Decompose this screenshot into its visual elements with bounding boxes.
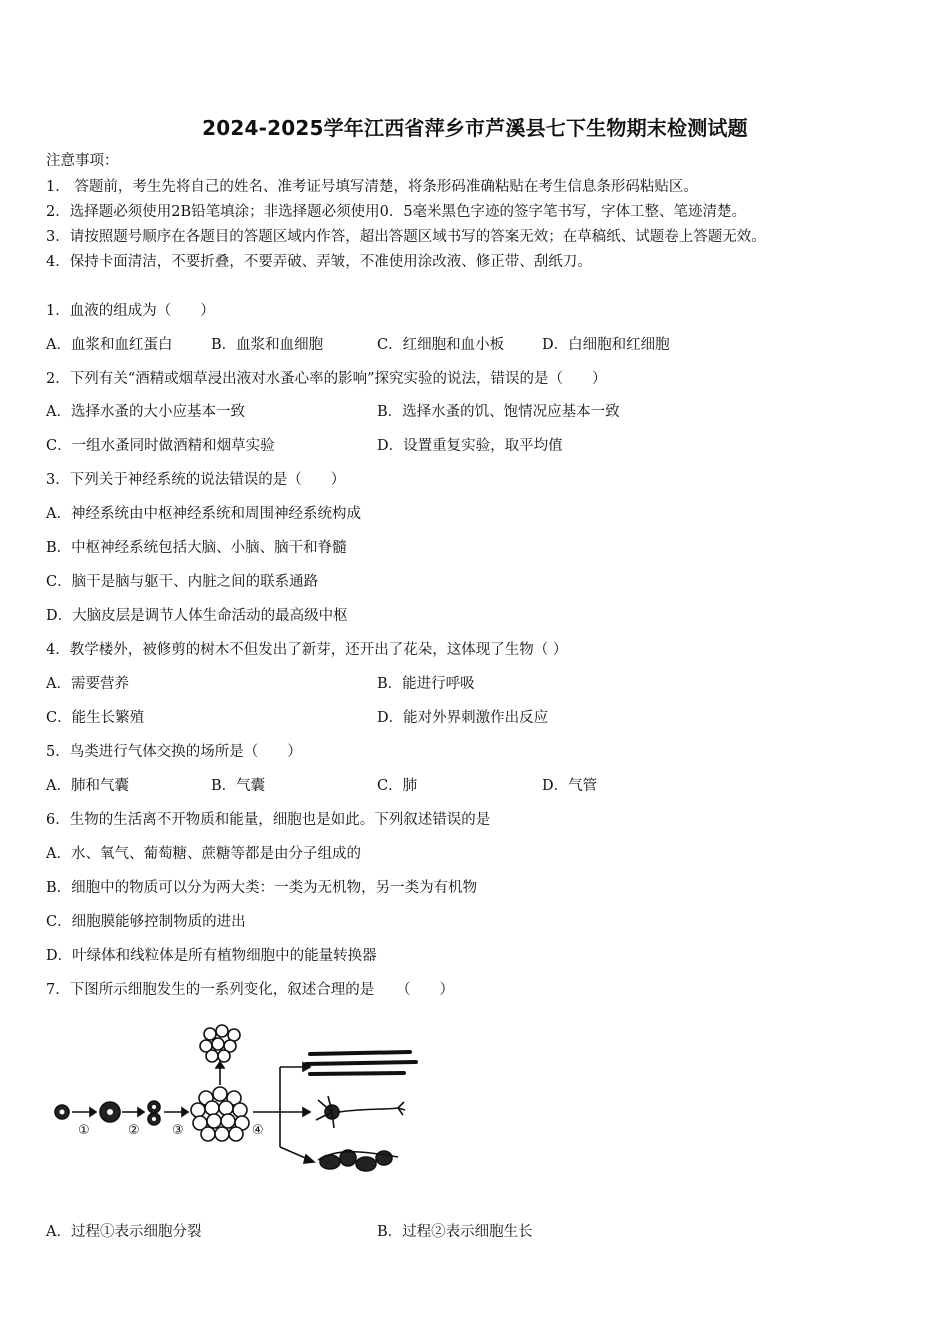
option-a: A．水、氧气、葡萄糖、蔗糖等都是由分子组成的: [46, 846, 361, 862]
question-stem: 2．下列有关“酒精或烟草浸出液对水蚤心率的影响”探究实验的说法，错误的是（ ）: [46, 371, 607, 387]
option-c: C．细胞膜能够控制物质的进出: [46, 914, 246, 930]
figure-label-1: ①: [78, 1123, 90, 1138]
question-stem: 4．教学楼外，被修剪的树木不但发出了新芽，还开出了花朵，这体现了生物（ ）: [46, 642, 568, 658]
notice-item: 2．选择题必须使用2B铅笔填涂；非选择题必须使用0．5毫米黑色字迹的签字笔书写，字体工整、笔迹清楚。: [46, 204, 747, 220]
connective-tissue-icon: [318, 1150, 398, 1171]
option-a: A．选择水蚤的大小应基本一致: [46, 404, 245, 420]
option-a: A．需要营养: [46, 676, 129, 692]
option-d: D．大脑皮层是调节人体生命活动的最高级中枢: [46, 608, 348, 624]
option-a: A．血浆和血红蛋白: [46, 337, 173, 353]
figure-label-2: ②: [128, 1123, 140, 1138]
option-d: D．设置重复实验，取平均值: [377, 438, 563, 454]
question-stem: 7．下图所示细胞发生的一系列变化，叙述合理的是 （ ）: [46, 982, 454, 998]
top-cluster-icon: [200, 1025, 240, 1062]
option-a: A．过程①表示细胞分裂: [46, 1224, 202, 1240]
option-a: A．肺和气囊: [46, 778, 129, 794]
option-b: B．过程②表示细胞生长: [377, 1224, 533, 1240]
question-stem: 5．鸟类进行气体交换的场所是（ ）: [46, 744, 302, 760]
cell-diagram: [48, 1022, 428, 1182]
option-d: D．气管: [542, 778, 598, 794]
option-b: B．细胞中的物质可以分为两大类：一类为无机物，另一类为有机物: [46, 880, 478, 896]
question-stem: 3．下列关于神经系统的说法错误的是（ ）: [46, 472, 346, 488]
figure-label-4: ④: [252, 1123, 264, 1138]
option-b: B．中枢神经系统包括大脑、小脑、脑干和脊髓: [46, 540, 347, 556]
option-a: A．神经系统由中枢神经系统和周围神经系统构成: [46, 506, 361, 522]
option-b: B．血浆和血细胞: [211, 337, 324, 353]
notice-item: 3．请按照题号顺序在各题目的答题区域内作答，超出答题区域书写的答案无效；在草稿纸、试题卷上答题无效。: [46, 229, 766, 245]
option-d: D．叶绿体和线粒体是所有植物细胞中的能量转换器: [46, 948, 377, 964]
option-c: C．脑干是脑与躯干、内脏之间的联系通路: [46, 574, 319, 590]
notice-item: 1． 答题前，考生先将自己的姓名、准考证号填写清楚，将条形码准确粘贴在考生信息条形码粘贴区。: [46, 179, 698, 195]
question-stem: 6．生物的生活离不开物质和能量，细胞也是如此。下列叙述错误的是: [46, 812, 491, 828]
option-c: C．肺: [377, 778, 418, 794]
divided-cells-icon: [148, 1101, 160, 1125]
option-b: B．能进行呼吸: [377, 676, 475, 692]
option-b: B．气囊: [211, 778, 266, 794]
notice-heading: 注意事项：: [46, 153, 119, 169]
question-stem: 1．血液的组成为（ ）: [46, 303, 215, 319]
option-c: C．红细胞和血小板: [377, 337, 505, 353]
option-c: C．一组水蚤同时做酒精和烟草实验: [46, 438, 275, 454]
cell-cluster-icon: [191, 1087, 249, 1141]
figure-label-3: ③: [172, 1123, 184, 1138]
option-d: D．能对外界刺激作出反应: [377, 710, 549, 726]
option-d: D．白细胞和红细胞: [542, 337, 670, 353]
page-title: 2024-2025学年江西省萍乡市芦溪县七下生物期末检测试题: [202, 116, 748, 140]
option-c: C．能生长繁殖: [46, 710, 145, 726]
muscle-tissue-icon: [306, 1052, 416, 1074]
neuron-icon: [316, 1096, 405, 1128]
notice-item: 4．保持卡面清洁，不要折叠，不要弄破、弄皱，不准使用涂改液、修正带、刮纸刀。: [46, 254, 592, 270]
option-b: B．选择水蚤的饥、饱情况应基本一致: [377, 404, 620, 420]
